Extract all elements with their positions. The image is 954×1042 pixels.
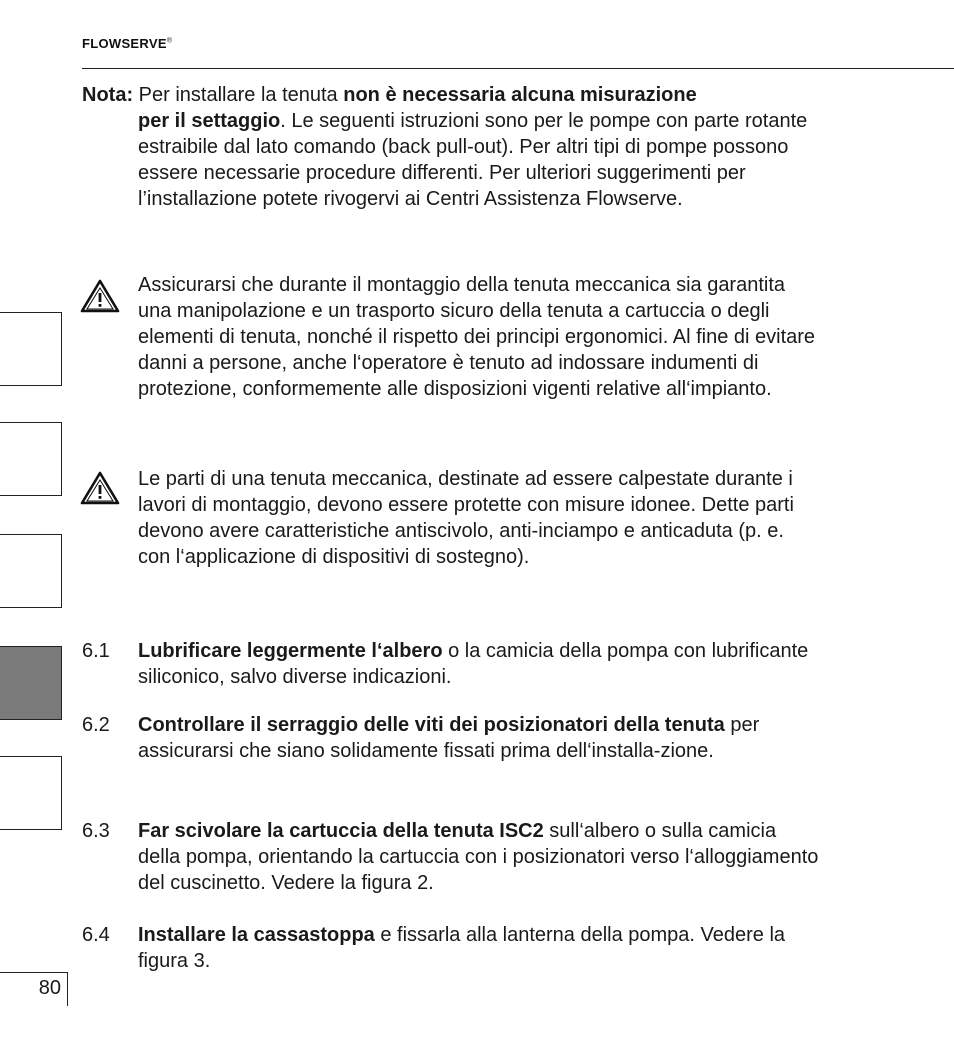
step-bold: Installare la cassastoppa	[138, 924, 375, 946]
nota-bold-2: per il settaggio	[138, 110, 281, 132]
header-rule	[82, 68, 954, 69]
nota-intro: Per installare la tenuta	[133, 84, 344, 106]
page-number: 80	[38, 977, 61, 999]
warning-triangle-icon	[80, 278, 120, 314]
section-tab-3[interactable]	[0, 534, 62, 608]
step-text: e fissarla alla lanterna della pompa. Vedere la figura 3.	[138, 924, 786, 972]
warning-text-2: Le parti di una tenuta meccanica, destinate ad essere calpestate durante i lavori di montaggio, devono essere protette con misure idonee. Dette parti devono avere caratteristiche antiscivolo, anti-inciampo e anticaduta (p. e. con l‘applicazione di dispositivi di sostegno).	[138, 468, 794, 568]
nota-rest-text: . Le seguenti istruzioni sono per le pompe con parte rotante estraibile dal lato comando (back pull-out). Per altri tipi di pompe possono essere necessarie procedure differenti. Per ulteriori suggerimenti per l’installazione potete rivogervi ai Centri Assistenza Flowserve.	[138, 110, 808, 210]
step-text: sull‘albero o sulla camicia della pompa, orientando la cartuccia con i posizionatori verso l‘alloggiamento del cuscinetto. Vedere la figura 2.	[138, 820, 819, 894]
step-6-3	[82, 818, 822, 896]
step-6-4	[82, 922, 822, 974]
section-tab-4-active[interactable]	[0, 646, 62, 720]
step-number: 6.2	[82, 714, 110, 736]
step-number: 6.3	[82, 820, 110, 842]
nota-label: Nota:	[82, 84, 134, 106]
page-number-box	[0, 972, 68, 1006]
nota-paragraph	[82, 82, 812, 212]
step-bold: Far scivolare la cartuccia della tenuta ISC2	[138, 820, 544, 842]
brand-name: FLOWSERVE	[82, 36, 167, 51]
step-text: per assicurarsi che siano solidamente fissati prima dell‘installa-zione.	[138, 714, 760, 762]
step-bold: Lubrificare leggermente l‘albero	[138, 640, 443, 662]
warning-triangle-icon	[80, 470, 120, 506]
warning-text-1: Assicurarsi che durante il montaggio della tenuta meccanica sia garantita una manipolazione e un trasporto sicuro della tenuta a cartuccia o degli elementi di tenuta, nonché il rispetto dei principi ergonomici. Al fine di evitare danni a persone, anche l‘operatore è tenuto ad indossare indumenti di protezione, conformemente alle disposizioni vigenti relative all‘impianto.	[138, 274, 816, 400]
step-bold: Controllare il serraggio delle viti dei posizionatori della tenuta	[138, 714, 725, 736]
flowserve-logo	[82, 36, 172, 51]
step-number: 6.1	[82, 640, 110, 662]
nota-bold: non è necessaria alcuna misurazione	[343, 84, 697, 106]
section-tab-2[interactable]	[0, 422, 62, 496]
registered-mark: ®	[166, 37, 173, 45]
step-6-2	[82, 712, 822, 764]
step-number: 6.4	[82, 924, 110, 946]
step-6-1	[82, 638, 822, 690]
section-tab-1[interactable]	[0, 312, 62, 386]
step-text: o la camicia della pompa con lubrificante siliconico, salvo diverse indicazioni.	[138, 640, 809, 688]
section-tab-5[interactable]	[0, 756, 62, 830]
